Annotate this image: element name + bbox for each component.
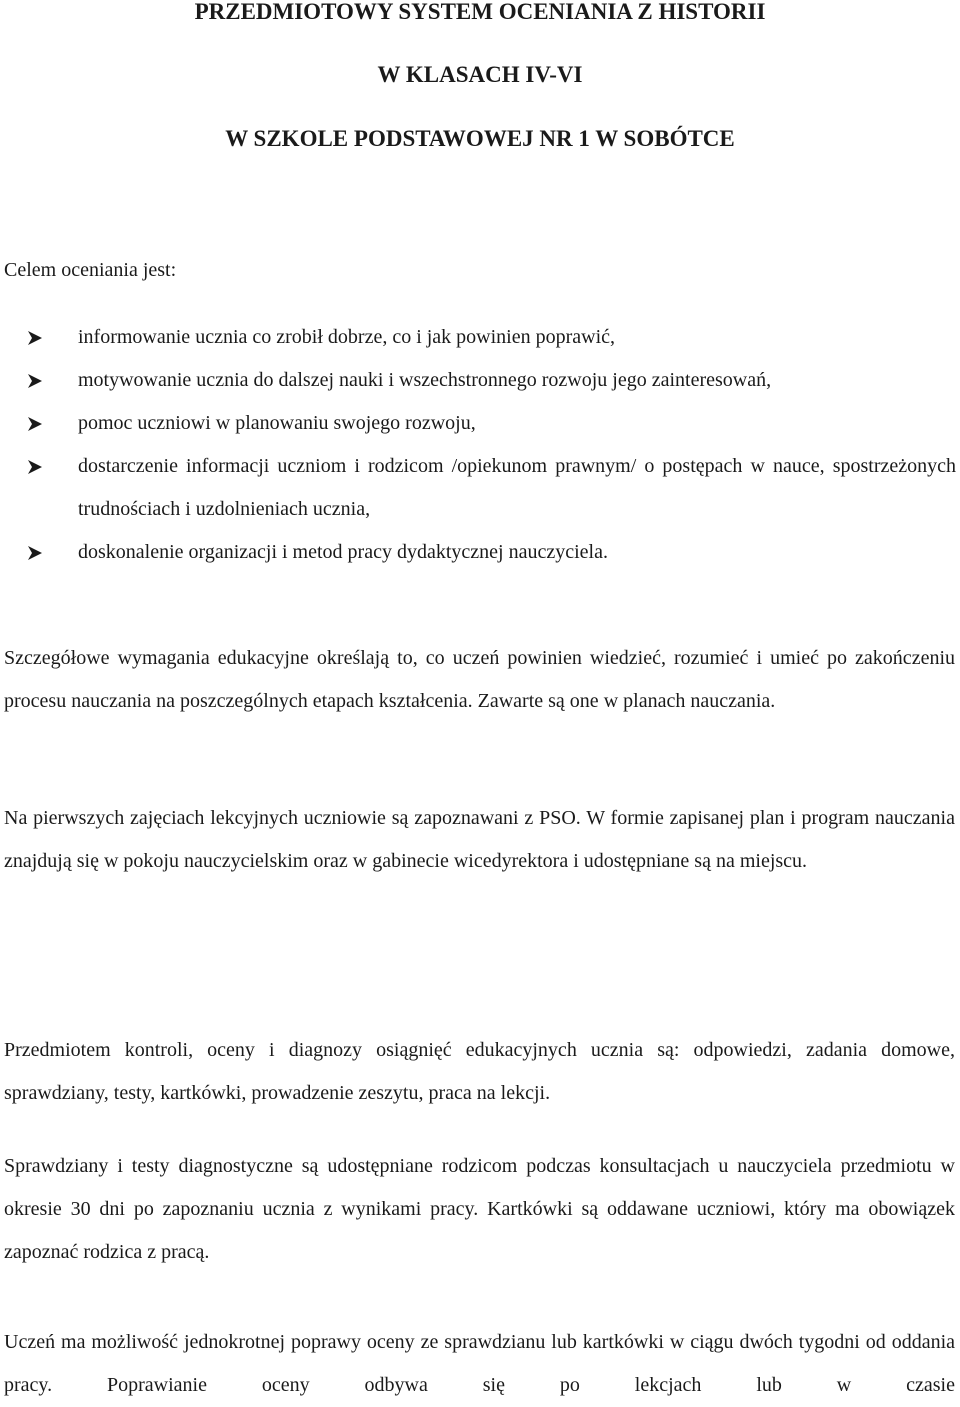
goal-text: dostarczenie informacji uczniom i rodzicom /opiekunom prawnym/ o postępach w nauce, spostrzeżonych trudnościach i uzdolnieniach ucznia, [78,455,956,520]
arrowhead-bullet-icon [27,402,45,445]
paragraph-control-subject: Przedmiotem kontroli, oceny i diagnozy osiągnięć edukacyjnych ucznia są: odpowiedzi, zadania domowe, sprawdziany, testy, kartkówki, prowadzenie zeszytu, praca na lekcji. [4,1039,955,1104]
goals-intro: Celem oceniania jest: [4,259,177,281]
goal-text: motywowanie ucznia do dalszej nauki i wszechstronnego rozwoju jego zainteresowań, [78,369,772,391]
arrowhead-bullet-icon [27,359,45,402]
arrowhead-bullet-icon [27,316,45,359]
paragraph-first-lessons: Na pierwszych zajęciach lekcyjnych uczniowie są zapoznawani z PSO. W formie zapisanej plan i program nauczania znajdują się w pokoju nauczycielskim oraz w gabinecie wicedyrektora i udostępniane są na miejscu. [4,807,955,872]
paragraph-tests: Sprawdziany i testy diagnostyczne są udostępniane rodzicom podczas konsultacjach u nauczyciela przedmiotu w okresie 30 dni po zapoznaniu ucznia z wynikami pracy. Kartkówki są oddawane uczniowi, który ma obowiązek zapoznać rodzica z pracą. [4,1155,955,1263]
goal-item-1 [0,316,956,359]
arrowhead-bullet-icon [27,531,45,574]
paragraph-correction: Uczeń ma możliwość jednokrotnej poprawy oceny ze sprawdzianu lub kartkówki w ciągu dwóch tygodni od oddania pracy. Poprawianie oceny odbywa się po lekcjach lub w czasie [4,1331,955,1396]
goal-item-5 [0,531,956,574]
goal-item-3 [0,402,956,445]
document-title-line-3: W SZKOLE PODSTAWOWEJ NR 1 W SOBÓTCE [225,126,735,151]
goal-item-2 [0,359,956,402]
goal-text: doskonalenie organizacji i metod pracy dydaktycznej nauczyciela. [78,541,608,563]
goals-list [0,316,956,574]
document-title-line-1: PRZEDMIOTOWY SYSTEM OCENIANIA Z HISTORII [194,0,766,24]
goal-item-4 [0,445,956,531]
paragraph-requirements: Szczegółowe wymagania edukacyjne określają to, co uczeń powinien wiedzieć, rozumieć i umieć po zakończeniu procesu nauczania na poszczególnych etapach kształcenia. Zawarte są one w planach nauczania. [4,647,955,712]
document-title-line-2: W KLASACH IV-VI [377,62,583,87]
arrowhead-bullet-icon [27,445,45,488]
goal-text: pomoc uczniowi w planowaniu swojego rozwoju, [78,412,476,434]
goal-text: informowanie ucznia co zrobił dobrze, co i jak powinien poprawić, [78,326,616,348]
